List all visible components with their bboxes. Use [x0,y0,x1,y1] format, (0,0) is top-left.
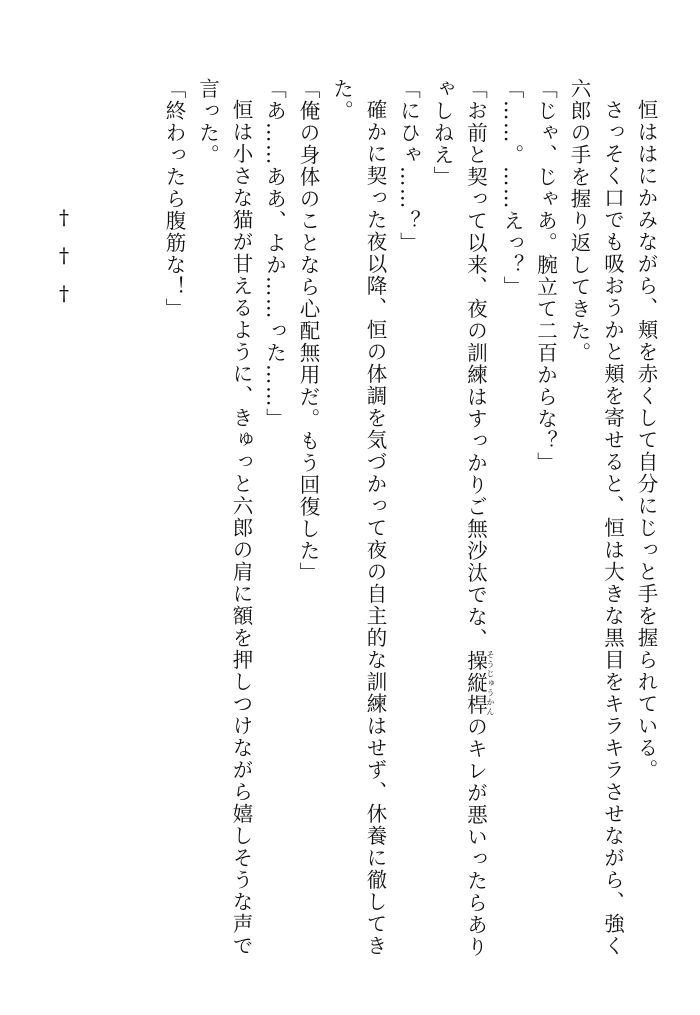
ruby-word-soujuukan [463,650,495,716]
dialog-line-2: 「……。……えっ？」 [500,78,524,298]
paragraph-1: 恒ははにかみながら、頬を赤くして自分にじっと手を握られている。 [634,98,658,781]
paragraph-3: 確かに契った夜以降、恒の体調を気づかって夜の自主的な訓練はせず、休養に徹してきた。 [329,78,387,957]
dialog-line-3-start: 「お前と契って以来、夜の訓練はすっかりご無沙汰でな、 [463,78,488,650]
paragraph-4: 恒は小さな猫が甘えるように、きゅっと六郎の肩に額を押しつけながら嬉しそうな声で言った。 [195,78,253,957]
dialog-line-7: 「終わったら腹筋な！」 [162,78,186,320]
vertical-text-body [42,78,662,968]
dialog-line-6: 「あ……ああ、よか……った……」 [262,78,287,430]
ruby-reading: そうじゅうかん [486,650,495,716]
dialog-line-3 [425,78,495,968]
section-break [52,205,76,315]
dialog-line-5: 「俺の身体のことなら心配無用だ。もう回復した」 [296,78,320,584]
dagger-mark: † [59,281,69,305]
ruby-base: 操縦桿 [463,650,488,716]
dialog-line-1: 「じゃ、じゃあ。腕立て二百からな？」 [533,78,558,474]
dialog-line-3-end: のキレが悪いったらありゃしねえ」 [430,78,488,958]
dialog-line-4: 「にひゃ……？」 [396,78,421,254]
dagger-mark: † [59,243,69,267]
dagger-mark: † [59,205,69,229]
paragraph-2: さっそく口でも吸おうかと頬を寄せると、恒は大きな黒目をキラキラさせながら、強く六郎の手を握り返してきた。 [567,78,625,957]
